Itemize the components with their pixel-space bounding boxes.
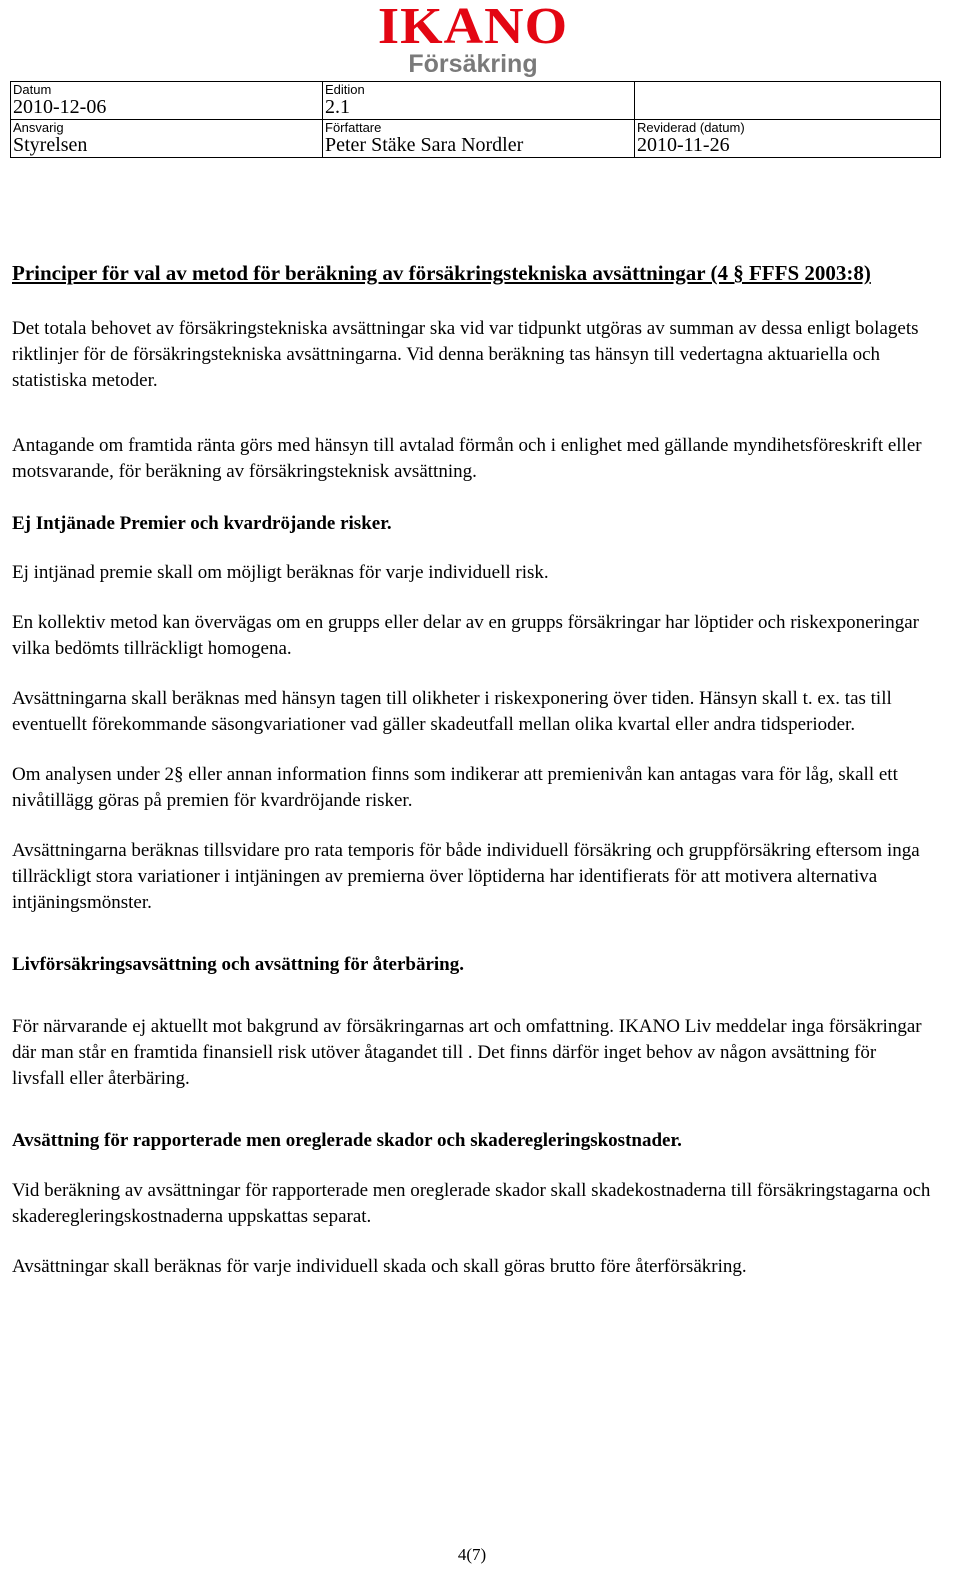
heading-ej-intjanade: Ej Intjänade Premier och kvardröjande risker.: [12, 513, 392, 534]
paragraph-8: För närvarande ej aktuellt mot bakgrund av försäkringarnas art och omfattning. IKANO Liv meddelar inga försäkringar där man står en framtida finansiell risk utöver åtagandet till . Det finns därför inget behov av någon avsättning för livsfall eller återbäring.: [12, 1016, 922, 1089]
meta-row-1: [11, 82, 941, 120]
edition-value: 2.1: [325, 96, 350, 118]
meta-cell-empty: [635, 82, 941, 120]
paragraph-3: Ej intjänad premie skall om möjligt beräknas för varje individuell risk.: [12, 562, 549, 583]
meta-cell-datum: [11, 82, 323, 120]
meta-cell-forfattare: [323, 120, 635, 158]
paragraph-9: Vid beräkning av avsättningar för rapporterade men oreglerade skador skall skadekostnaderna till försäkringstagarna och skaderegleringskostnaderna uppskattas separat.: [12, 1180, 931, 1227]
reviderad-label: Reviderad (datum): [637, 120, 745, 135]
forfattare-value: Peter Stäke Sara Nordler: [325, 134, 524, 156]
forfattare-label: Författare: [325, 120, 382, 135]
datum-value: 2010-12-06: [13, 96, 107, 118]
meta-cell-edition: [323, 82, 635, 120]
paragraph-5: Avsättningarna skall beräknas med hänsyn tagen till olikheter i riskexponering över tiden. Hänsyn skall t. ex. tas till eventuellt förekommande säsongvariationer vad gäller skadeutfall mellan olika kvartal eller andra tidsperioder.: [12, 688, 892, 735]
logo-sub-text: Försäkring: [408, 50, 538, 78]
paragraph-4: En kollektiv metod kan övervägas om en grupps eller delar av en grupps försäkringar har löptider och riskexponeringar vilka bedömts tillräckligt homogena.: [12, 612, 919, 659]
datum-label: Datum: [13, 82, 52, 97]
paragraph-7: Avsättningarna beräknas tillsvidare pro rata temporis för både individuell försäkring och gruppförsäkring eftersom inga tillräckligt stora variationer i intjäningen av premierna över löptiderna har identifierats för att motivera alternativa intjäningsmönster.: [12, 840, 920, 913]
logo-brand-text: IKANO: [377, 0, 569, 55]
meta-cell-ansvarig: [11, 120, 323, 158]
document-body: [12, 260, 932, 1280]
edition-label: Edition: [325, 82, 365, 97]
ansvarig-label: Ansvarig: [13, 120, 64, 135]
paragraph-2: Antagande om framtida ränta görs med hänsyn till avtalad förmån och i enlighet med gällande myndihetsföreskrift eller motsvarande, för beräkning av försäkringsteknisk avsättning.: [12, 435, 922, 482]
ansvarig-value: Styrelsen: [13, 134, 88, 156]
meta-cell-reviderad: [635, 120, 941, 158]
page-number: 4(7): [457, 1545, 487, 1564]
reviderad-value: 2010-11-26: [637, 134, 730, 156]
heading-livforsakring: Livförsäkringsavsättning och avsättning för återbäring.: [12, 954, 464, 975]
paragraph-6: Om analysen under 2§ eller annan information finns som indikerar att premienivån kan antagas vara för låg, skall ett nivåtillägg göras på premien för kvardröjande risker.: [12, 764, 898, 811]
document-title: Principer för val av metod för beräkning av försäkringstekniska avsättningar (4 § FFFS 2003:8): [12, 261, 871, 285]
document-meta-table: [10, 81, 941, 158]
paragraph-10: Avsättningar skall beräknas för varje individuell skada och skall göras brutto före återförsäkring.: [12, 1256, 747, 1277]
heading-rapporterade: Avsättning för rapporterade men oreglerade skador och skaderegleringskostnader.: [12, 1130, 682, 1151]
meta-row-2: [11, 120, 941, 158]
paragraph-1: Det totala behovet av försäkringstekniska avsättningar ska vid var tidpunkt utgöras av summan av dessa enligt bolagets riktlinjer för de försäkringstekniska avsättningarna. Vid denna beräkning tas hänsyn till vedertagna aktuariella och statistiska metoder.: [12, 318, 919, 391]
ikano-logo: [368, 2, 578, 82]
